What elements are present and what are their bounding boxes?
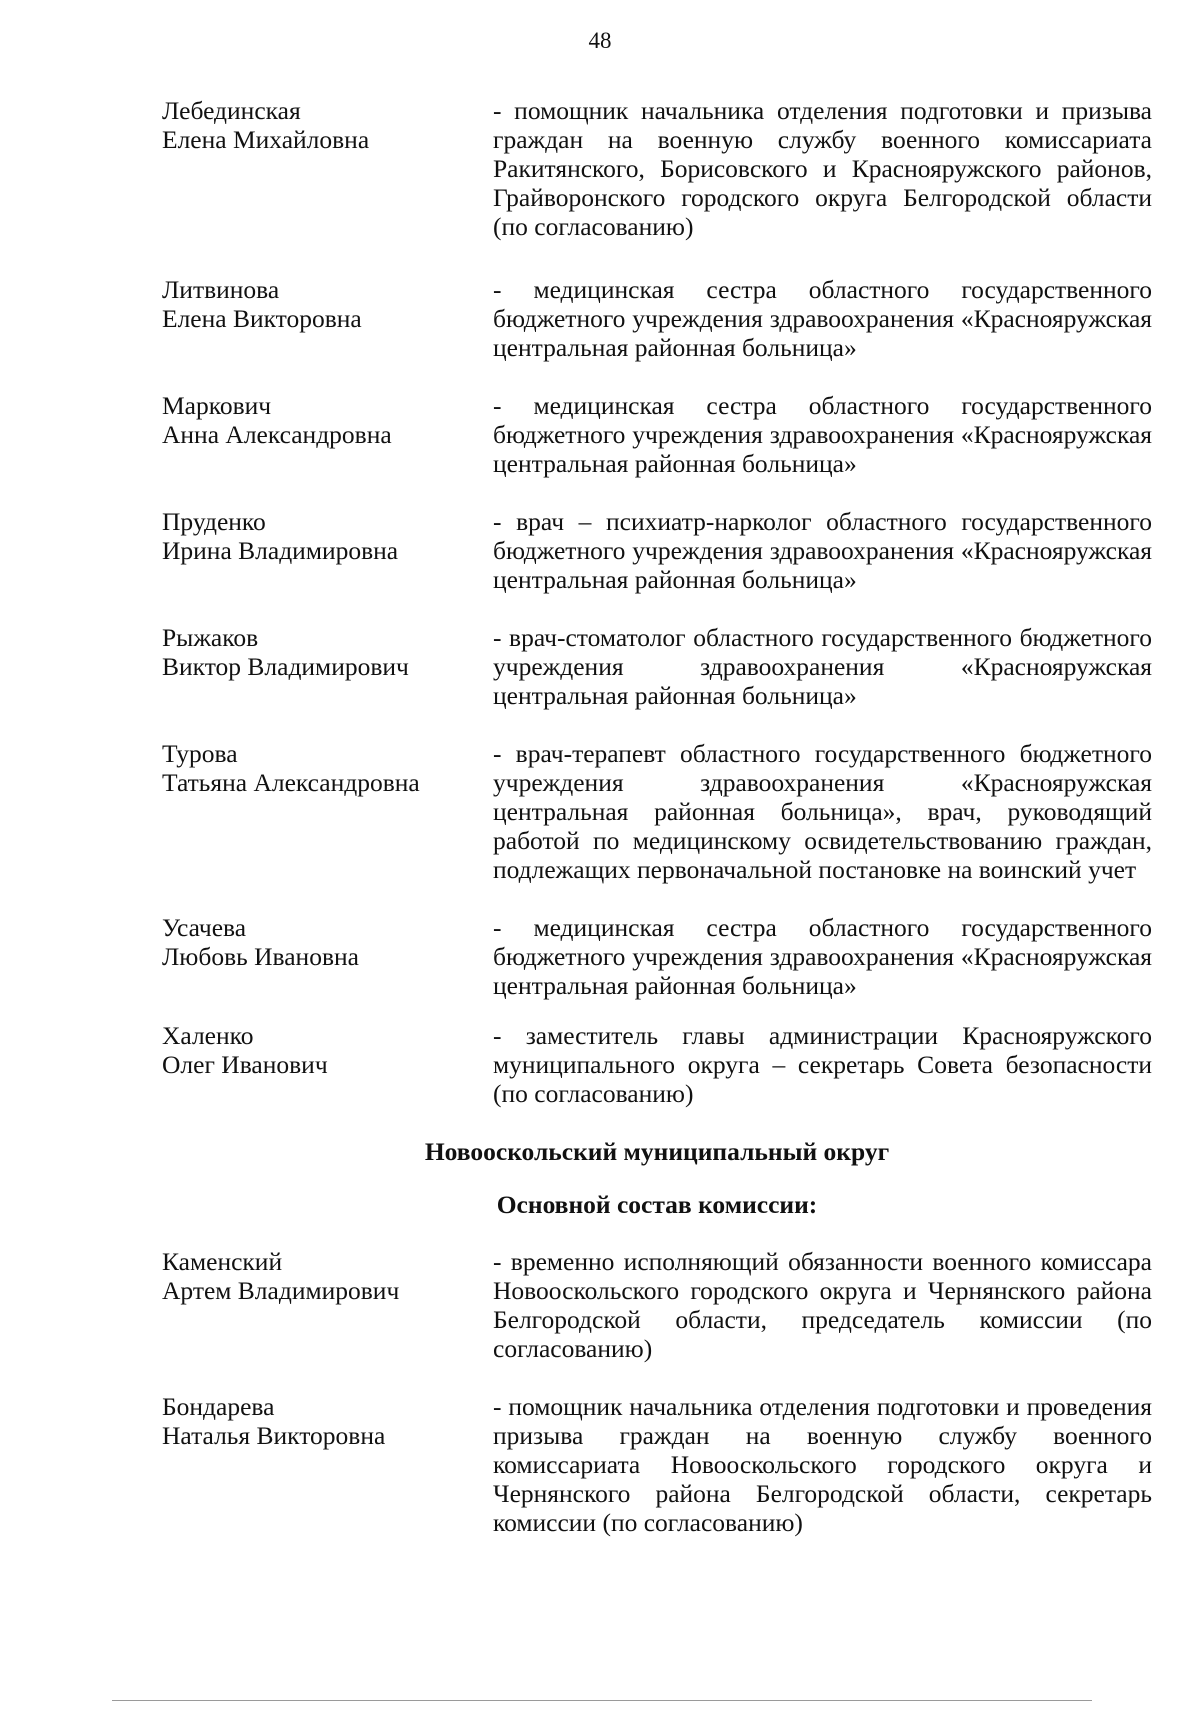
member-entry <box>162 96 1152 241</box>
member-given-names: Елена Михайловна <box>162 125 370 154</box>
member-position: - медицинская сестра областного государственного бюджетного учреждения здравоохранения «Краснояружская центральная районная больница» <box>493 391 1152 478</box>
member-entry <box>162 275 1152 362</box>
member-surname: Усачева <box>162 913 247 942</box>
member-given-names: Анна Александровна <box>162 420 392 449</box>
member-surname: Маркович <box>162 391 272 420</box>
member-given-names: Виктор Владимирович <box>162 652 409 681</box>
member-entry <box>162 1392 1152 1537</box>
member-position: - медицинская сестра областного государственного бюджетного учреждения здравоохранения «Краснояружская центральная районная больница» <box>493 913 1152 1000</box>
member-position: - врач – психиатр-нарколог областного государственного бюджетного учреждения здравоохранения «Краснояружская центральная районная больница» <box>493 507 1152 594</box>
member-name <box>162 623 493 681</box>
member-given-names: Наталья Викторовна <box>162 1421 386 1450</box>
member-name <box>162 1247 493 1305</box>
member-entry <box>162 913 1152 1000</box>
member-surname: Пруденко <box>162 507 266 536</box>
member-position: - заместитель главы администрации Краснояружского муниципального округа – секретарь Совета безопасности (по согласованию) <box>493 1021 1152 1108</box>
member-surname: Каменский <box>162 1247 283 1276</box>
member-entry <box>162 391 1152 478</box>
document-body <box>162 96 1152 1537</box>
member-position: - временно исполняющий обязанности военного комиссара Новооскольского городского округа и Чернянского района Белгородской области, председатель комиссии (по согласованию) <box>493 1247 1152 1363</box>
member-given-names: Татьяна Александровна <box>162 768 420 797</box>
member-given-names: Любовь Ивановна <box>162 942 359 971</box>
member-surname: Турова <box>162 739 238 768</box>
member-given-names: Елена Викторовна <box>162 304 362 333</box>
member-name <box>162 507 493 565</box>
member-surname: Литвинова <box>162 275 280 304</box>
member-name <box>162 1021 493 1079</box>
member-given-names: Ирина Владимировна <box>162 536 399 565</box>
member-surname: Халенко <box>162 1021 254 1050</box>
member-name <box>162 1392 493 1450</box>
member-position: - помощник начальника отделения подготовки и проведения призыва граждан на военную службу военного комиссариата Новооскольского городского округа и Чернянского района Белгородской области, секретарь комиссии (по согласованию) <box>493 1392 1152 1537</box>
member-given-names: Артем Владимирович <box>162 1276 400 1305</box>
page-number: 48 <box>588 28 612 53</box>
member-entry <box>162 1021 1152 1108</box>
member-entry <box>162 623 1152 710</box>
composition-heading: Основной состав комиссии: <box>496 1190 818 1219</box>
member-name <box>162 739 493 797</box>
member-position: - врач-терапевт областного государственного бюджетного учреждения здравоохранения «Краснояружская центральная районная больница», врач, руководящий работой по медицинскому освидетельствованию граждан, подлежащих первоначальной постановке на воинский учет <box>493 739 1152 884</box>
member-entry <box>162 1247 1152 1363</box>
member-surname: Рыжаков <box>162 623 259 652</box>
district-heading: Новооскольский муниципальный округ <box>424 1137 890 1166</box>
page-bottom-rule <box>112 1700 1092 1701</box>
member-position: - помощник начальника отделения подготовки и призыва граждан на военную службу военного комиссариата Ракитянского, Борисовского и Краснояружского районов, Грайворонского городского округа Белгородской области (по согласованию) <box>493 96 1152 241</box>
member-surname: Бондарева <box>162 1392 275 1421</box>
member-name <box>162 913 493 971</box>
member-position: - врач-стоматолог областного государственного бюджетного учреждения здравоохранения «Краснояружская центральная районная больница» <box>493 623 1152 710</box>
member-name <box>162 391 493 449</box>
member-position: - медицинская сестра областного государственного бюджетного учреждения здравоохранения «Краснояружская центральная районная больница» <box>493 275 1152 362</box>
member-name <box>162 96 493 154</box>
member-given-names: Олег Иванович <box>162 1050 328 1079</box>
member-surname: Лебединская <box>162 96 301 125</box>
member-entry <box>162 507 1152 594</box>
member-entry <box>162 739 1152 884</box>
member-name <box>162 275 493 333</box>
